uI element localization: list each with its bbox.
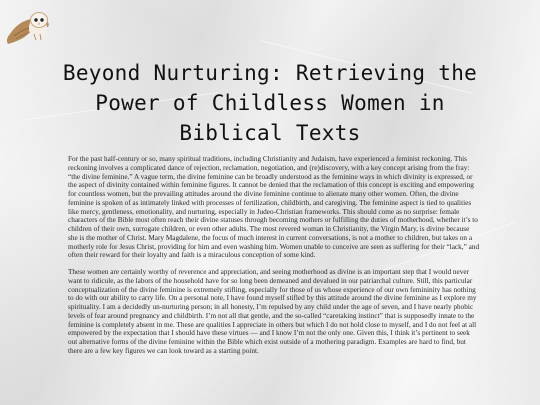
paragraph: For the past half-century or so, many spiritual traditions, including Christianity and Judaism, have experienced a feminist reckoning. This reckoning involves a complicated dance of rejection, reclamation, negotiation, and (re)discovery, with a key concept arising from the fray: “the divine feminine.” A vague term, the divine feminine can be broadly understood as the feminine ways in which divinity is expressed, or the aspect of divinity contained within feminine figures. It cannot be denied that the reclamation of this concept is exciting and empowering for countless women, but the prevailing attitudes around the divine feminine continue to alienate many other women. Often, the divine feminine is spoken of as intimately linked with processes of fertilization, childbirth, and caregiving. The feminine aspect is tied to qualities like mercy, gentleness, emotionality, and nurturing, especially in Judeo-Christian frameworks. This should come as no surprise: female characters of the Bible most often reach their divine statuses through becoming mothers or fulfilling the duties of motherhood, whether it’s to children of their own, surrogate children, or even other adults. The most revered woman in Christianity, the Virgin Mary, is divine because she is the mother of Christ. Mary Magdalene, the focus of much interest in current conversations, is not a mother to children, but takes on a motherly role for Jesus Christ, providing for him and even washing him. Women unable to conceive are seen as suffering for their “lack,” and often their reward for their loyalty and faith is a miraculous conception of some kind.: [68, 155, 480, 260]
paragraph: These women are certainly worthy of reverence and appreciation, and seeing motherhood as divine is an important step that I would never want to ridicule, as the labors of the household have for so long been demeaned and devalued in our patriarchal culture. Still, this particular conceptualization of the divine feminine is extremely stifling, especially for those of us whose experience of our own femininity has nothing to do with our ability to carry life. On a personal note, I have found myself stifled by this attitude around the divine feminine as I explore my spirituality. I am a decidedly un-nurturing person; in all honesty, I’m repulsed by any child under the age of seven, and I have nearly phobic levels of fear around pregnancy and childbirth. I’m not all that gentle, and the so-called “caretaking instinct” that is supposedly innate to the feminine is completely absent in me. These are qualities I appreciate in others but which I do not hold close to myself, and I do not feel at all empowered by the expectation that I should have these virtues — and I know I’m not the only one. Given this, I think it’s pertinent to seek out alternative forms of the divine feminine within the Bible which exist outside of a mothering paradigm. Examples are hard to find, but there are a few key figures we can look toward as a starting point.: [68, 268, 477, 355]
owl-icon: [4, 4, 52, 50]
page-title: Beyond Nurturing: Retrieving the Power of Childless Women in Biblical Texts: [62, 61, 478, 145]
article-body: [68, 155, 480, 364]
